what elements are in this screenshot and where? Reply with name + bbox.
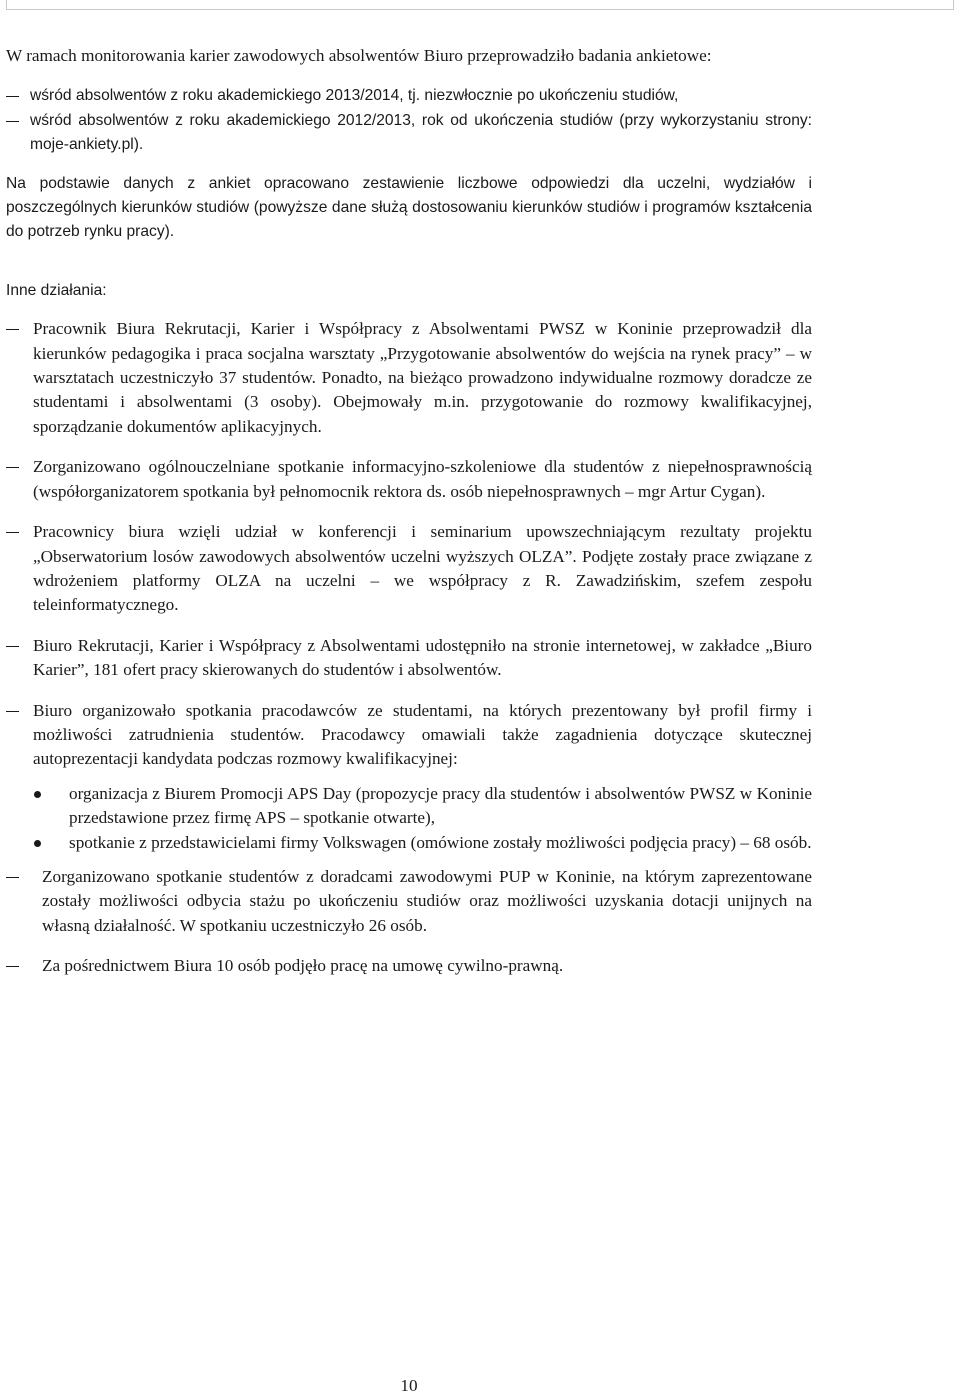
- survey-item: wśród absolwentów z roku akademickiego 2013/2014, tj. niezwłocznie po ukończeniu studiów,: [6, 84, 812, 108]
- activity-item: Pracownicy biura wzięli udział w konferencji i seminarium upowszechniającym rezultaty projektu „Obserwatorium losów zawodowych absolwentów uczelni wyższych OLZA”. Podjęte zostały prace związane z wdrożeniem platformy OLZA na uczelni – we współpracy z R. Zawadzińskim, szefem zespołu teleinformatycznego.: [6, 520, 812, 618]
- other-activities-label: Inne działania:: [6, 281, 107, 299]
- page-number: 10: [400, 1376, 418, 1395]
- activity-item: Biuro Rekrutacji, Karier i Współpracy z Absolwentami udostępniło na stronie internetowej, w zakładce „Biuro Karier”, 181 ofert pracy skierowanych do studentów i absolwentów.: [6, 634, 812, 683]
- document-page: [6, 44, 812, 995]
- activity-item: Za pośrednictwem Biura 10 osób podjęło pracę na umowę cywilno-prawną.: [6, 954, 812, 978]
- bullet-item: organizacja z Biurem Promocji APS Day (propozycje pracy dla studentów i absolwentów PWSZ w Koninie przedstawione przez firmę APS – spotkanie otwarte),: [6, 782, 812, 831]
- activity-item: Pracownik Biura Rekrutacji, Karier i Współpracy z Absolwentami PWSZ w Koninie przeprowadził dla kierunków pedagogika i praca socjalna warsztaty „Przygotowanie absolwentów do wejścia na rynek pracy” – w warsztatach uczestniczyło 37 studentów. Ponadto, na bieżąco prowadzono indywidualne rozmowy doradcze ze studentami i absolwentami (3 osoby). Obejmowały m.in. przygotowanie do rozmowy kwalifikacyjnej, sporządzanie dokumentów aplikacyjnych.: [6, 317, 812, 439]
- activities-list: [6, 317, 812, 772]
- survey-item: wśród absolwentów z roku akademickiego 2012/2013, rok od ukończenia studiów (przy wykorzystaniu strony: moje-ankiety.pl).: [6, 109, 812, 158]
- activity-item: Biuro organizowało spotkania pracodawców ze studentami, na których prezentowany był profil firmy i możliwości zatrudnienia studentów. Pracodawcy omawiali także zagadnienia dotyczące skutecznej autoprezentacji kandydata podczas rozmowy kwalifikacyjnej:: [6, 699, 812, 772]
- survey-list: [6, 84, 812, 157]
- employer-meetings-list: [6, 782, 812, 855]
- summary-paragraph: Na podstawie danych z ankiet opracowano zestawienie liczbowe odpowiedzi dla uczelni, wydziałów i poszczególnych kierunków studiów (powyższe dane służą dostosowaniu kierunków studiów i programów kształcenia do potrzeb rynku pracy).: [6, 174, 812, 241]
- activity-item: Zorganizowano ogólnouczelniane spotkanie informacyjno-szkoleniowe dla studentów z niepełnosprawnością (współorganizatorem spotkania był pełnomocnik rektora ds. osób niepełnosprawnych – mgr Artur Cygan).: [6, 455, 812, 504]
- bullet-item: spotkanie z przedstawicielami firmy Volkswagen (omówione zostały możliwości podjęcia pracy) – 68 osób.: [6, 831, 812, 855]
- intro-paragraph: W ramach monitorowania karier zawodowych absolwentów Biuro przeprowadziło badania ankietowe:: [6, 46, 712, 65]
- header-rule: [6, 0, 954, 10]
- final-activities-list: [6, 865, 812, 979]
- activity-item: Zorganizowano spotkanie studentów z doradcami zawodowymi PUP w Koninie, na którym zaprezentowane zostały możliwości odbycia stażu po ukończeniu studiów oraz możliwości uzyskania dotacji unijnych na własną działalność. W spotkaniu uczestniczyło 26 osób.: [6, 865, 812, 938]
